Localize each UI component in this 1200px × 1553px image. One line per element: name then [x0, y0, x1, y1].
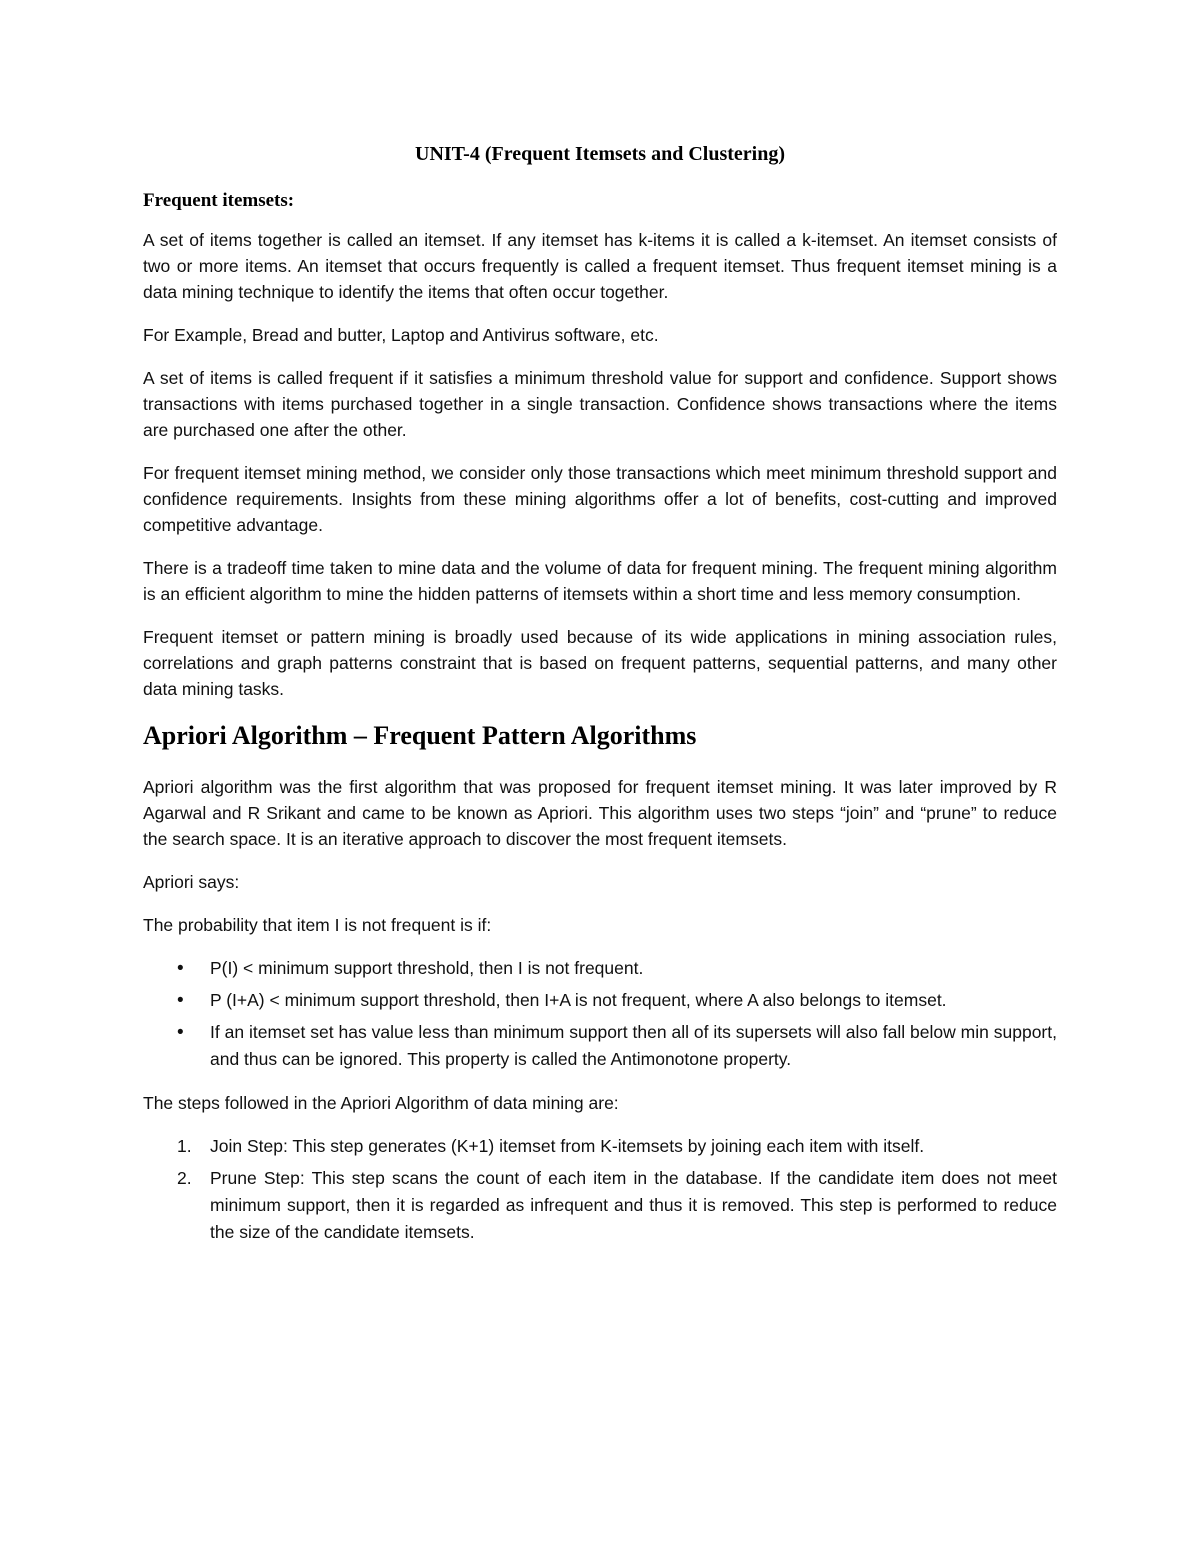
- step-number: 1.: [177, 1136, 192, 1156]
- para-probability-intro: The probability that item I is not frequent is if:: [143, 915, 492, 935]
- document-title: UNIT-4 (Frequent Itemsets and Clustering): [415, 143, 785, 165]
- list-item: [143, 955, 1057, 982]
- para-itemset-definition: A set of items together is called an itemset. If any itemset has k-items it is called a k-itemset. An itemset consists of two or more items. An itemset that occurs frequently is called a frequent itemset. Thus frequent itemset mining is a data mining technique to identify the items that often occur together.: [143, 230, 1057, 302]
- section-heading-apriori-algorithm: Apriori Algorithm – Frequent Pattern Algorithms: [143, 721, 697, 750]
- list-item-text: P(I) < minimum support threshold, then I is not frequent.: [210, 958, 644, 978]
- para-apriori-says: Apriori says:: [143, 872, 240, 892]
- list-item: [143, 1133, 1057, 1160]
- para-example: For Example, Bread and butter, Laptop and Antivirus software, etc.: [143, 325, 659, 345]
- apriori-conditions-list: [143, 955, 1057, 1073]
- para-mining-method: For frequent itemset mining method, we consider only those transactions which meet minimum threshold support and confidence requirements. Insights from these mining algorithms offer a lot of benefits, cost-cutting and improved competitive advantage.: [143, 463, 1057, 535]
- bullet-icon: •: [177, 1022, 184, 1043]
- list-item: [143, 987, 1057, 1014]
- bullet-icon: •: [177, 958, 184, 979]
- para-tradeoff: There is a tradeoff time taken to mine data and the volume of data for frequent mining. The frequent mining algorithm is an efficient algorithm to mine the hidden patterns of itemsets within a short time and less memory consumption.: [143, 558, 1057, 604]
- bullet-icon: •: [177, 990, 184, 1011]
- list-item-text: P (I+A) < minimum support threshold, then I+A is not frequent, where A also belongs to itemset.: [210, 990, 947, 1010]
- list-item-text: Join Step: This step generates (K+1) itemset from K-itemsets by joining each item with itself.: [210, 1136, 925, 1156]
- section-heading-frequent-itemsets: Frequent itemsets:: [143, 190, 295, 211]
- list-item-text: If an itemset set has value less than minimum support then all of its supersets will also fall below min support, and thus can be ignored. This property is called the Antimonotone property.: [210, 1022, 1057, 1069]
- list-item: [143, 1165, 1057, 1246]
- apriori-steps-list: [143, 1133, 1057, 1246]
- list-item: [143, 1019, 1057, 1073]
- para-applications: Frequent itemset or pattern mining is broadly used because of its wide applications in mining association rules, correlations and graph patterns constraint that is based on frequent patterns, sequential patterns, and many other data mining tasks.: [143, 627, 1057, 699]
- step-number: 2.: [177, 1168, 192, 1188]
- para-apriori-history: Apriori algorithm was the first algorithm that was proposed for frequent itemset mining. It was later improved by R Agarwal and R Srikant and came to be known as Apriori. This algorithm uses two steps “join” and “prune” to reduce the search space. It is an iterative approach to discover the most frequent itemsets.: [143, 777, 1057, 849]
- para-support-confidence: A set of items is called frequent if it satisfies a minimum threshold value for support and confidence. Support shows transactions with items purchased together in a single transaction. Confidence shows transactions where the items are purchased one after the other.: [143, 368, 1057, 440]
- list-item-text: Prune Step: This step scans the count of each item in the database. If the candidate item does not meet minimum support, then it is regarded as infrequent and thus it is removed. This step is performed to reduce the size of the candidate itemsets.: [210, 1168, 1057, 1242]
- para-steps-intro: The steps followed in the Apriori Algorithm of data mining are:: [143, 1093, 619, 1113]
